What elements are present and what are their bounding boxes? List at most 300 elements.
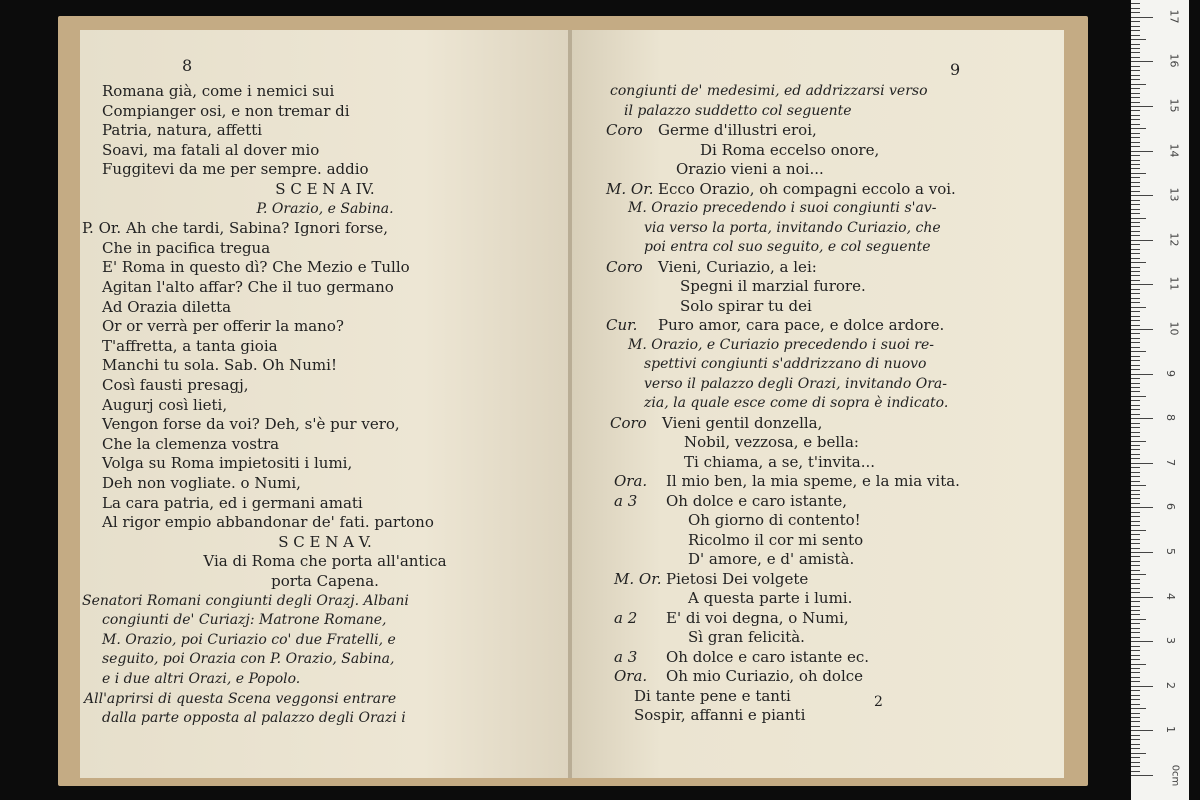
text-line: Volga su Roma impietositi i lumi, (102, 454, 353, 473)
text-line: Deh non vogliate. o Numi, (102, 474, 301, 492)
text-line (700, 141, 879, 160)
text-line (644, 219, 941, 238)
ruler-tick (1131, 695, 1140, 696)
ruler-tick (1131, 574, 1146, 575)
ruler-tick (1131, 681, 1140, 682)
text-line: P. Orazio, e Sabina. (256, 200, 394, 217)
ruler-tick (1131, 472, 1140, 473)
text-line: dalla parte opposta al palazzo degli Orazi i (102, 710, 406, 727)
ruler-tick (1131, 289, 1140, 290)
ruler-number: 11 (1167, 276, 1181, 291)
ruler-tick (1131, 391, 1140, 392)
ruler-tick (1131, 119, 1140, 120)
text-line (606, 180, 956, 199)
ruler-tick (1131, 195, 1153, 196)
ruler-tick (1131, 708, 1146, 709)
ruler-tick (1131, 771, 1140, 772)
ruler-tick (1131, 565, 1140, 566)
ruler-tick (1131, 619, 1146, 620)
ruler-tick (1131, 79, 1140, 80)
ruler-tick (1131, 628, 1140, 629)
text-line (688, 589, 852, 608)
text-line: Al rigor empio abbandonar de' fati. partono (102, 513, 434, 532)
ruler-tick (1131, 369, 1140, 370)
ruler-tick (1131, 383, 1140, 384)
text-line (644, 355, 926, 374)
text-line: Agitan l'alto affar? Che il tuo germano (102, 278, 394, 296)
ruler-tick (1131, 650, 1140, 651)
text-line (644, 375, 947, 394)
text-line: congiunti de' Curiazj: Matrone Romane, (102, 612, 387, 629)
text-line: Compianger osi, e non tremar di (102, 101, 350, 120)
text-line: Vengon forse da voi? Deh, s'è pur vero, (102, 415, 400, 434)
ruler-tick (1131, 258, 1140, 259)
ruler-tick (1131, 293, 1140, 294)
ruler-tick (1131, 204, 1140, 205)
ruler-tick (1131, 458, 1140, 459)
ruler-tick (1131, 97, 1140, 98)
ruler-tick (1131, 552, 1153, 553)
ruler-tick (1131, 186, 1140, 187)
ruler-tick (1131, 17, 1153, 18)
ruler-tick (1131, 485, 1146, 486)
text-line (676, 160, 824, 179)
ruler-tick (1131, 374, 1153, 375)
ruler-tick (1131, 717, 1140, 718)
ruler-tick (1131, 160, 1140, 161)
ruler-tick (1131, 26, 1140, 27)
ruler-number: 14 (1167, 143, 1181, 158)
text-line: Manchi tu sola. Sab. Oh Numi! (102, 356, 337, 375)
ruler-tick (1131, 726, 1140, 727)
ruler-tick (1131, 775, 1153, 776)
ruler-tick (1131, 530, 1146, 531)
line-text: Di Roma eccelso onore, (700, 140, 880, 159)
line-text: verso il palazzo degli Orazi, invitando Ora- (644, 375, 947, 392)
speaker-label: Cur. (606, 316, 638, 334)
measurement-ruler (1131, 0, 1189, 800)
line-text: Pietosi Dei volgete (666, 569, 809, 588)
ruler-tick (1131, 365, 1140, 366)
speaker-label: M. Or. (614, 569, 662, 588)
ruler-number: 16 (1167, 53, 1181, 68)
text-line: Or or verrà per offerir la mano? (102, 317, 344, 336)
text-line (634, 687, 791, 706)
text-line (624, 102, 852, 121)
text-line (644, 394, 948, 413)
ruler-tick (1131, 137, 1140, 138)
text-line: Via di Roma che porta all'antica (203, 552, 447, 571)
ruler-tick (1131, 351, 1146, 352)
ruler-tick (1131, 400, 1140, 401)
ruler-tick (1131, 592, 1140, 593)
text-line (614, 492, 847, 511)
ruler-tick (1131, 244, 1140, 245)
text-line (680, 297, 812, 316)
text-line (606, 121, 817, 140)
ruler-tick (1131, 405, 1140, 406)
text-line: Che in pacifica tregua (102, 238, 271, 257)
ruler-tick (1131, 88, 1140, 89)
ruler-tick (1131, 12, 1140, 13)
line-text: spettivi congiunti s'addrizzano di nuovo (644, 356, 927, 372)
text-line: Soavi, ma fatali al dover mio (102, 140, 320, 159)
ruler-tick (1131, 739, 1140, 740)
text-line: Ad Orazia diletta (102, 297, 232, 316)
ruler-tick (1131, 427, 1140, 428)
ruler-tick (1131, 347, 1140, 348)
text-line: Patria, natura, affetti (102, 121, 263, 140)
line-text: Ricolmo il cor mi sento (688, 530, 864, 549)
speaker-label: Coro (606, 257, 643, 276)
line-text: Ecco Orazio, oh compagni eccolo a voi. (658, 179, 956, 198)
ruler-tick (1131, 21, 1140, 22)
line-text: M. Orazio precedendo i suoi congiunti s'av- (628, 200, 937, 216)
speaker-label: Coro (606, 121, 643, 139)
ruler-tick (1131, 267, 1140, 268)
ruler-tick (1131, 378, 1140, 379)
text-line: All'aprirsi di questa Scena veggonsi entrare (84, 690, 397, 707)
line-text: Il mio ben, la mia speme, e la mia vita. (666, 472, 960, 490)
text-line (628, 336, 934, 355)
ruler-tick (1131, 690, 1140, 691)
line-text: zia, la quale esce come di sopra è indicato. (644, 395, 949, 411)
ruler-tick (1131, 423, 1140, 424)
ruler-tick (1131, 766, 1140, 767)
ruler-tick (1131, 146, 1140, 147)
ruler-tick (1131, 311, 1140, 312)
ruler-tick (1131, 298, 1140, 299)
ruler-tick (1131, 329, 1153, 330)
ruler-tick (1131, 275, 1140, 276)
ruler-tick (1131, 102, 1140, 103)
ruler-tick (1131, 302, 1140, 303)
text-line (614, 570, 808, 589)
ruler-tick (1131, 213, 1140, 214)
left-page (80, 30, 570, 778)
ruler-tick (1131, 93, 1140, 94)
line-text: congiunti de' medesimi, ed addrizzarsi verso (610, 83, 928, 99)
ruler-tick (1131, 191, 1140, 192)
ruler-tick (1131, 360, 1140, 361)
text-line: Che la clemenza vostra (102, 434, 280, 453)
line-text: Orazio vieni a noi... (676, 160, 824, 178)
text-line (680, 277, 866, 296)
ruler-tick (1131, 396, 1146, 397)
ruler-tick (1131, 601, 1140, 602)
line-text: Oh dolce e caro istante, (666, 491, 847, 510)
text-line: S C E N A IV. (275, 180, 375, 198)
ruler-tick (1131, 316, 1140, 317)
ruler-tick (1131, 713, 1140, 714)
text-line: P. Or. Ah che tardi, Sabina? Ignori forse, (82, 219, 389, 238)
ruler-tick (1131, 8, 1140, 9)
text-line (606, 258, 817, 277)
ruler-tick (1131, 307, 1146, 308)
ruler-tick (1131, 39, 1146, 40)
ruler-tick (1131, 436, 1140, 437)
text-line (614, 472, 960, 491)
ruler-number: 8 (1164, 414, 1177, 422)
ruler-tick (1131, 481, 1140, 482)
ruler-tick (1131, 128, 1146, 129)
ruler-tick (1131, 476, 1140, 477)
text-line: Romana già, come i nemici sui (102, 82, 335, 100)
text-line (614, 609, 849, 628)
ruler-tick (1131, 556, 1140, 557)
text-line: Così fausti presagj, (102, 376, 249, 394)
text-line: Senatori Romani congiunti degli Orazj. Albani (82, 592, 409, 609)
ruler-tick (1131, 753, 1146, 754)
line-text: M. Orazio, e Curiazio precedendo i suoi re- (628, 336, 935, 353)
ruler-tick (1131, 539, 1140, 540)
ruler-tick (1131, 70, 1140, 71)
ruler-tick (1131, 659, 1140, 660)
ruler-tick (1131, 583, 1140, 584)
ruler-tick (1131, 588, 1140, 589)
text-line (644, 238, 931, 257)
ruler-tick (1131, 57, 1140, 58)
ruler-tick (1131, 231, 1140, 232)
text-line (614, 648, 869, 667)
line-text: D' amore, e d' amistà. (688, 550, 855, 568)
ruler-tick (1131, 133, 1140, 134)
ruler-tick (1131, 490, 1140, 491)
ruler-tick (1131, 249, 1140, 250)
ruler-number: 4 (1164, 592, 1177, 600)
text-line (634, 706, 805, 725)
line-text: Ti chiama, a se, t'invita... (684, 452, 876, 471)
ruler-number: 15 (1167, 98, 1181, 113)
ruler-tick (1131, 48, 1140, 49)
ruler-tick (1131, 525, 1140, 526)
speaker-label: M. Or. (606, 179, 654, 198)
ruler-number: 7 (1164, 458, 1177, 466)
ruler-tick (1131, 498, 1140, 499)
ruler-tick (1131, 730, 1153, 731)
ruler-tick (1131, 418, 1153, 419)
line-text: Vieni gentil donzella, (662, 413, 823, 432)
ruler-tick (1131, 222, 1140, 223)
ruler-tick (1131, 271, 1140, 272)
ruler-number: 12 (1167, 232, 1181, 247)
ruler-tick (1131, 704, 1140, 705)
ruler-tick (1131, 494, 1140, 495)
ruler-tick (1131, 155, 1140, 156)
ruler-tick (1131, 507, 1153, 508)
ruler-tick (1131, 218, 1146, 219)
ruler-tick (1131, 672, 1140, 673)
ruler-number: 6 (1164, 503, 1177, 511)
ruler-tick (1131, 570, 1140, 571)
ruler-tick (1131, 325, 1140, 326)
ruler-tick (1131, 614, 1140, 615)
signature-mark: 2 (874, 694, 883, 710)
text-line: e i due altri Orazi, e Popolo. (102, 671, 301, 687)
speaker-label: a 2 (614, 608, 638, 627)
ruler-number: 10 (1167, 321, 1181, 336)
ruler-tick (1131, 284, 1153, 285)
line-text: il palazzo suddetto col seguente (624, 102, 852, 119)
ruler-tick (1131, 534, 1140, 535)
ruler-tick (1131, 320, 1140, 321)
line-text: Spegni il marzial furore. (680, 277, 866, 295)
ruler-tick (1131, 44, 1140, 45)
ruler-tick (1131, 209, 1140, 210)
ruler-tick (1131, 226, 1140, 227)
text-line (684, 453, 875, 472)
ruler-tick (1131, 449, 1140, 450)
ruler-tick (1131, 182, 1140, 183)
ruler-tick (1131, 356, 1140, 357)
line-text: Sospir, affanni e pianti (634, 706, 806, 724)
ruler-tick (1131, 35, 1140, 36)
line-text: Nobil, vezzosa, e bella: (684, 433, 859, 451)
text-line: E' Roma in questo dì? Che Mezio e Tullo (102, 258, 410, 277)
ruler-tick (1131, 655, 1140, 656)
ruler-tick (1131, 75, 1140, 76)
text-line (610, 82, 928, 101)
ruler-tick (1131, 177, 1140, 178)
ruler-unit-label: 0cm (1169, 764, 1181, 787)
ruler-tick (1131, 151, 1153, 152)
ruler-tick (1131, 342, 1140, 343)
ruler-tick (1131, 61, 1153, 62)
line-text: Oh giorno di contento! (688, 511, 861, 529)
ruler-tick (1131, 253, 1140, 254)
ruler-tick (1131, 84, 1146, 85)
ruler-tick (1131, 467, 1140, 468)
ruler-tick (1131, 503, 1140, 504)
ruler-tick (1131, 124, 1140, 125)
ruler-tick (1131, 637, 1140, 638)
ruler-tick (1131, 30, 1140, 31)
ruler-number: 3 (1164, 637, 1177, 645)
ruler-tick (1131, 686, 1153, 687)
ruler-tick (1131, 414, 1140, 415)
ruler-number: 5 (1164, 548, 1177, 555)
ruler-tick (1131, 543, 1140, 544)
speaker-label: Ora. (614, 667, 648, 685)
ruler-tick (1131, 748, 1140, 749)
ruler-tick (1131, 721, 1140, 722)
text-line: porta Capena. (271, 572, 379, 590)
ruler-tick (1131, 409, 1140, 410)
ruler-tick (1131, 387, 1140, 388)
ruler-tick (1131, 606, 1140, 607)
ruler-tick (1131, 115, 1140, 116)
ruler-tick (1131, 200, 1140, 201)
text-line (684, 433, 859, 452)
line-text: Oh dolce e caro istante ec. (666, 647, 870, 666)
ruler-number: 9 (1164, 369, 1177, 377)
text-line (628, 199, 936, 218)
line-text: via verso la porta, invitando Curiazio, che (644, 219, 941, 236)
ruler-tick (1131, 463, 1153, 464)
ruler-tick (1131, 632, 1140, 633)
ruler-tick (1131, 432, 1140, 433)
page-number-left: 8 (182, 56, 193, 75)
text-line: S C E N A V. (278, 532, 372, 551)
ruler-tick (1131, 142, 1140, 143)
speaker-label: Ora. (614, 472, 648, 490)
ruler-tick (1131, 441, 1146, 442)
line-text: Solo spirar tu dei (680, 296, 812, 315)
ruler-tick (1131, 454, 1140, 455)
text-line: Fuggitevi da me per sempre. addio (102, 160, 369, 179)
speaker-label: a 3 (614, 647, 638, 666)
ruler-tick (1131, 52, 1140, 53)
line-text: E' di voi degna, o Numi, (666, 608, 849, 627)
ruler-tick (1131, 106, 1153, 107)
text-line: Augurj così lieti, (102, 395, 228, 414)
ruler-tick (1131, 512, 1140, 513)
line-text: Vieni, Curiazio, a lei: (658, 257, 817, 276)
ruler-tick (1131, 168, 1140, 169)
text-line: La cara patria, ed i germani amati (102, 493, 363, 512)
ruler-tick (1131, 757, 1140, 758)
ruler-tick (1131, 66, 1140, 67)
ruler-tick (1131, 338, 1140, 339)
ruler-tick (1131, 235, 1140, 236)
text-line (688, 531, 863, 550)
ruler-tick (1131, 677, 1140, 678)
text-line (606, 316, 944, 335)
ruler-tick (1131, 735, 1140, 736)
ruler-number: 13 (1167, 187, 1181, 202)
ruler-tick (1131, 668, 1140, 669)
ruler-tick (1131, 597, 1153, 598)
ruler-tick (1131, 610, 1140, 611)
ruler-tick (1131, 561, 1140, 562)
ruler-number: 17 (1167, 9, 1181, 24)
ruler-tick (1131, 579, 1140, 580)
ruler-tick (1131, 445, 1140, 446)
ruler-tick (1131, 173, 1146, 174)
ruler-tick (1131, 762, 1140, 763)
text-line (688, 628, 805, 647)
line-text: Sì gran felicità. (688, 628, 805, 646)
ruler-tick (1131, 516, 1140, 517)
ruler-tick (1131, 333, 1140, 334)
text-line (614, 667, 863, 686)
text-line (610, 414, 822, 433)
ruler-tick (1131, 280, 1140, 281)
text-line (688, 511, 861, 530)
page-number-right: 9 (950, 60, 961, 79)
speaker-label: Coro (610, 413, 647, 432)
ruler-tick (1131, 164, 1140, 165)
line-text: Di tante pene e tanti (634, 686, 791, 705)
text-line: T'affretta, a tanta gioia (102, 336, 278, 355)
ruler-tick (1131, 521, 1140, 522)
ruler-number: 2 (1164, 681, 1177, 689)
ruler-tick (1131, 548, 1140, 549)
ruler-tick (1131, 646, 1140, 647)
ruler-tick (1131, 240, 1153, 241)
line-text: Oh mio Curiazio, oh dolce (666, 667, 864, 685)
ruler-tick (1131, 262, 1146, 263)
line-text: A questa parte i lumi. (688, 589, 853, 607)
ruler-tick (1131, 3, 1140, 4)
ruler-tick (1131, 623, 1140, 624)
ruler-tick (1131, 699, 1140, 700)
text-line: M. Orazio, poi Curiazio co' due Fratelli, e (102, 631, 396, 648)
speaker-label: a 3 (614, 491, 638, 510)
ruler-tick (1131, 641, 1153, 642)
right-page (572, 30, 1064, 778)
line-text: Germe d'illustri eroi, (658, 121, 817, 139)
